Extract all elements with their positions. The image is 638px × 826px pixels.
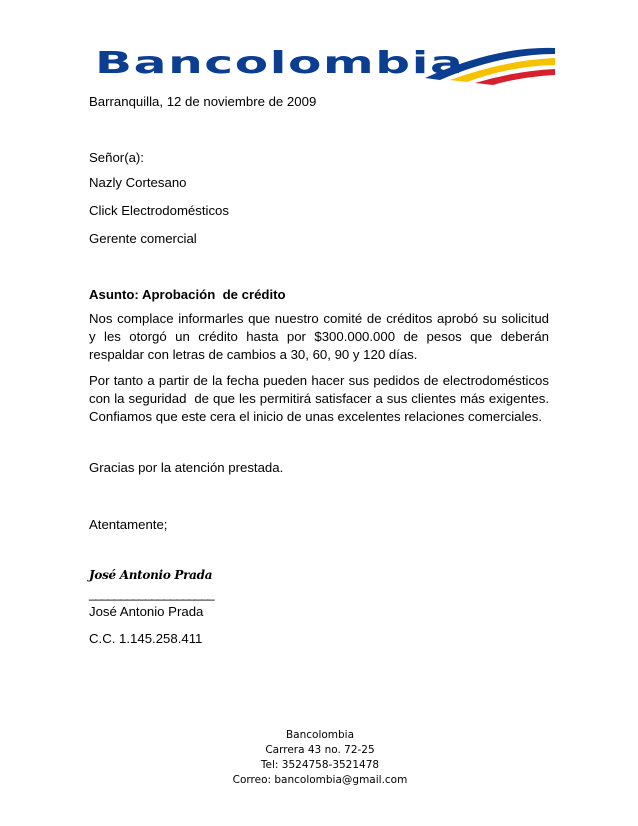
footer-phone: Tel: 3524758-3521478 [260,759,380,771]
recipient-name: Nazly Cortesano [89,175,187,190]
footer-address: Carrera 43 no. 72-25 [265,744,375,756]
bancolombia-logo [95,38,555,88]
thanks-line: Gracias por la atención prestada. [89,460,284,475]
footer-email: Correo: bancolombia@gmail.com [232,774,408,786]
place-date: Barranquilla, 12 de noviembre de 2009 [89,94,317,109]
logo-wordmark: Bancolombia [95,46,465,81]
salutation: Señor(a): [89,150,144,165]
closing-line: Atentamente; [89,517,168,532]
recipient-title: Gerente comercial [89,231,197,246]
subject-line: Asunto: Aprobación de crédito [89,287,286,302]
signer-name: José Antonio Prada [89,604,204,619]
handwritten-signature: José Antonio Prada [89,568,213,582]
body-paragraph-1: Nos complace informarles que nuestro comité de créditos aprobó su solicitud y les otorgó un crédito hasta por $300.000.000 de pesos que deberán respaldar con letras de cambios a 30, 60, 90 y 120 días. [89,311,549,362]
footer-company: Bancolombia [285,729,355,741]
signature-line: ____________________ [89,586,214,601]
signer-id: C.C. 1.145.258.411 [89,631,203,646]
recipient-company: Click Electrodomésticos [89,203,229,218]
body-paragraph-2: Por tanto a partir de la fecha pueden hacer sus pedidos de electrodomésticos con la seguridad de que les permitirá satisfacer a sus clientes más exigentes. Confiamos que este cera el inicio de unas excelentes relaciones comerciales. [89,373,553,424]
footer [200,728,440,788]
